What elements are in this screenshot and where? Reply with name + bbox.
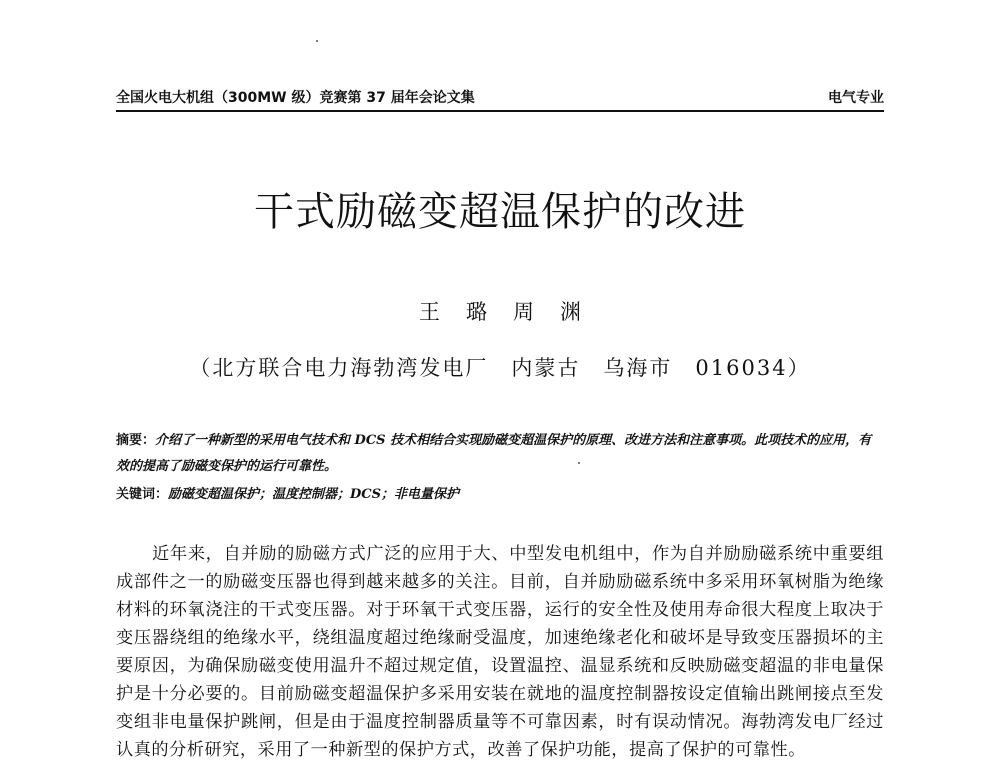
header-section-label: 电气专业	[828, 90, 884, 106]
keywords-text: 励磁变超温保护；温度控制器；DCS；非电量保护	[168, 487, 460, 502]
keywords-label: 关键词：	[116, 487, 169, 502]
abstract-text: 介绍了一种新型的采用电气技术和 DCS 技术相结合实现励磁变超温保护的原理、改进方法和注意事项。此项技术的应用，有效的提高了励磁变保护的运行可靠性。	[116, 433, 872, 474]
paper-authors: 王璐周渊	[419, 300, 607, 324]
running-header	[116, 88, 884, 112]
scan-speck	[316, 40, 318, 42]
paper-affiliation: （北方联合电力海勃湾发电厂 内蒙古 乌海市 016034）	[189, 356, 811, 380]
header-proceedings-title: 全国火电大机组（300MW 级）竞赛第 37 届年会论文集	[116, 90, 475, 106]
abstract-block	[116, 428, 884, 480]
abstract-label: 摘要：	[116, 433, 156, 448]
body-paragraph: 近年来，自并励的励磁方式广泛的应用于大、中型发电机组中，作为自并励励磁系统中重要组成部件之一的励磁变压器也得到越来越多的关注。目前，自并励励磁系统中多采用环氧树脂为绝缘材料的环氧浇注的干式变压器。对于环氧干式变压器，运行的安全性及使用寿命很大程度上取决于变压器绕组的绝缘水平，绕组温度超过绝缘耐受温度，加速绝缘老化和破坏是导致变压器损坏的主要原因，为确保励磁变使用温升不超过规定值，设置温控、温显系统和反映励磁变超温的非电量保护是十分必要的。目前励磁变超温保护多采用安装在就地的温度控制器按设定值输出跳闸接点至发变组非电量保护跳闸，但是由于温度控制器质量等不可靠因素，时有误动情况。海勃湾发电厂经过认真的分析研究，采用了一种新型的保护方式，改善了保护功能，提高了保护的可靠性。	[116, 544, 884, 760]
paper-title: 干式励磁变超温保护的改进	[254, 189, 746, 235]
keywords-block	[116, 482, 884, 508]
